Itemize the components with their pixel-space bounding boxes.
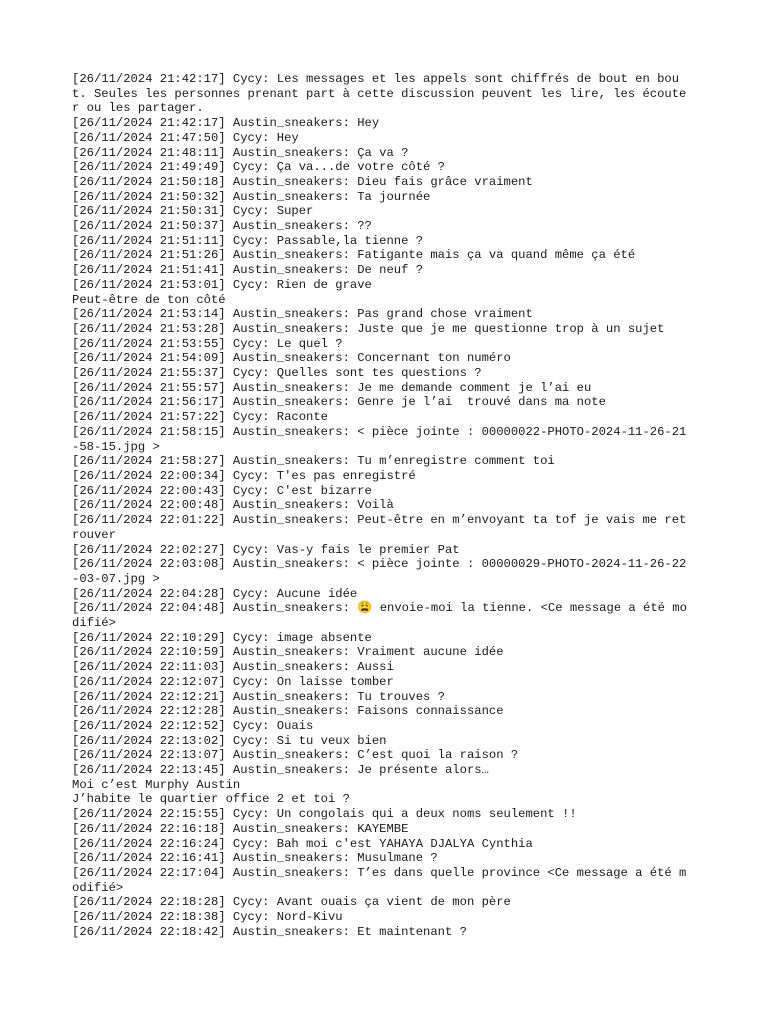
chat-line: [26/11/2024 22:00:34] Cycy: T'es pas enregistré <box>72 468 416 483</box>
chat-line: [26/11/2024 21:50:37] Austin_sneakers: ?? <box>72 219 372 234</box>
chat-line: [26/11/2024 21:51:26] Austin_sneakers: Fatigante mais ça va quand même ça été <box>72 248 636 263</box>
chat-line: [26/11/2024 22:03:08] Austin_sneakers: < pièce jointe : 00000029-PHOTO-2024-11-26-22-03-07.jpg > <box>72 557 687 586</box>
chat-line: [26/11/2024 21:50:31] Cycy: Super <box>72 204 314 219</box>
chat-line: [26/11/2024 22:18:28] Cycy: Avant ouais ça vient de mon père <box>72 895 511 910</box>
chat-line: [26/11/2024 21:51:41] Austin_sneakers: De neuf ? <box>72 263 424 278</box>
chat-line: [26/11/2024 21:58:27] Austin_sneakers: Tu m’enregistre comment toi <box>72 454 555 469</box>
chat-line: J’habite le quartier office 2 et toi ? <box>72 792 350 807</box>
chat-line: [26/11/2024 22:13:45] Austin_sneakers: Je présente alors… <box>72 763 489 778</box>
chat-line: [26/11/2024 22:17:04] Austin_sneakers: T’es dans quelle province <Ce message a été modifié> <box>72 865 687 895</box>
chat-line: [26/11/2024 21:55:37] Cycy: Quelles sont tes questions ? <box>72 366 482 381</box>
chat-line: [26/11/2024 22:04:48] Austin_sneakers: 😩 envoie-moi la tienne. <Ce message a été modifié> <box>72 601 687 631</box>
chat-line: [26/11/2024 22:11:03] Austin_sneakers: Aussi <box>72 660 394 675</box>
chat-line: [26/11/2024 22:10:29] Cycy: image absente <box>72 630 372 645</box>
chat-line: [26/11/2024 21:54:09] Austin_sneakers: Concernant ton numéro <box>72 351 511 366</box>
chat-line: [26/11/2024 22:12:52] Cycy: Ouais <box>72 718 314 733</box>
chat-line: [26/11/2024 21:47:50] Cycy: Hey <box>72 130 299 145</box>
chat-line: [26/11/2024 21:42:17] Austin_sneakers: Hey <box>72 116 380 131</box>
chat-line: [26/11/2024 21:53:01] Cycy: Rien de grave <box>72 277 372 292</box>
chat-line: [26/11/2024 22:13:02] Cycy: Si tu veux bien <box>72 733 387 748</box>
chat-line: [26/11/2024 21:53:28] Austin_sneakers: Juste que je me questionne trop à un sujet <box>72 321 665 336</box>
chat-line: Peut-être de ton côté <box>72 292 226 307</box>
chat-line: [26/11/2024 22:02:27] Cycy: Vas-y fais le premier Pat <box>72 542 460 557</box>
chat-line: [26/11/2024 22:16:24] Cycy: Bah moi c'est YAHAYA DJALYA Cynthia <box>72 836 533 851</box>
chat-line: [26/11/2024 21:51:11] Cycy: Passable,la tienne ? <box>72 233 424 248</box>
chat-line: [26/11/2024 22:12:07] Cycy: On laisse tomber <box>72 674 394 689</box>
chat-line: [26/11/2024 21:55:57] Austin_sneakers: Je me demande comment je l’ai eu <box>72 380 592 395</box>
chat-line: [26/11/2024 22:00:43] Cycy: C'est bizarre <box>72 483 372 498</box>
chat-line: [26/11/2024 21:49:49] Cycy: Ça va...de votre côté ? <box>72 160 445 175</box>
chat-line: [26/11/2024 22:18:38] Cycy: Nord-Kivu <box>72 910 343 925</box>
chat-line: [26/11/2024 21:50:18] Austin_sneakers: Dieu fais grâce vraiment <box>72 174 533 189</box>
chat-line: [26/11/2024 22:16:18] Austin_sneakers: KAYEMBE <box>72 821 409 836</box>
chat-line: [26/11/2024 21:53:14] Austin_sneakers: Pas grand chose vraiment <box>72 307 533 322</box>
chat-line: [26/11/2024 22:12:28] Austin_sneakers: Faisons connaissance <box>72 704 504 719</box>
chat-line: [26/11/2024 22:01:22] Austin_sneakers: Peut-être en m’envoyant ta tof je vais me retrouver <box>72 513 687 542</box>
chat-line: [26/11/2024 22:10:59] Austin_sneakers: Vraiment aucune idée <box>72 645 504 660</box>
chat-line: [26/11/2024 22:16:41] Austin_sneakers: Musulmane ? <box>72 851 438 866</box>
chat-line: [26/11/2024 21:58:15] Austin_sneakers: < pièce jointe : 00000022-PHOTO-2024-11-26-21-58-15.jpg > <box>72 424 687 454</box>
chat-line: [26/11/2024 22:15:55] Cycy: Un congolais qui a deux noms seulement !! <box>72 807 577 822</box>
chat-line: [26/11/2024 22:04:28] Cycy: Aucune idée <box>72 586 358 601</box>
chat-line: [26/11/2024 22:13:07] Austin_sneakers: C’est quoi la raison ? <box>72 748 519 763</box>
chat-line: [26/11/2024 22:12:21] Austin_sneakers: Tu trouves ? <box>72 689 445 704</box>
chat-line: [26/11/2024 21:48:11] Austin_sneakers: Ça va ? <box>72 145 409 160</box>
chat-line: [26/11/2024 22:18:42] Austin_sneakers: Et maintenant ? <box>72 924 467 939</box>
chat-line: [26/11/2024 21:56:17] Austin_sneakers: Genre je l’ai trouvé dans ma note <box>72 395 606 410</box>
chat-line: [26/11/2024 21:53:55] Cycy: Le quel ? <box>72 336 343 351</box>
chat-line: [26/11/2024 22:00:48] Austin_sneakers: Voilà <box>72 498 394 513</box>
chat-line: [26/11/2024 21:42:17] Cycy: Les messages et les appels sont chiffrés de bout en bout. Seules les personnes prenant part à cette discussion peuvent les lire, les écouter ou les partager. <box>72 72 687 116</box>
chat-line: [26/11/2024 21:50:32] Austin_sneakers: Ta journée <box>72 189 431 204</box>
chat-line: Moi c’est Murphy Austin <box>72 777 241 792</box>
chat-transcript <box>72 72 692 939</box>
chat-line: [26/11/2024 21:57:22] Cycy: Raconte <box>72 410 328 425</box>
